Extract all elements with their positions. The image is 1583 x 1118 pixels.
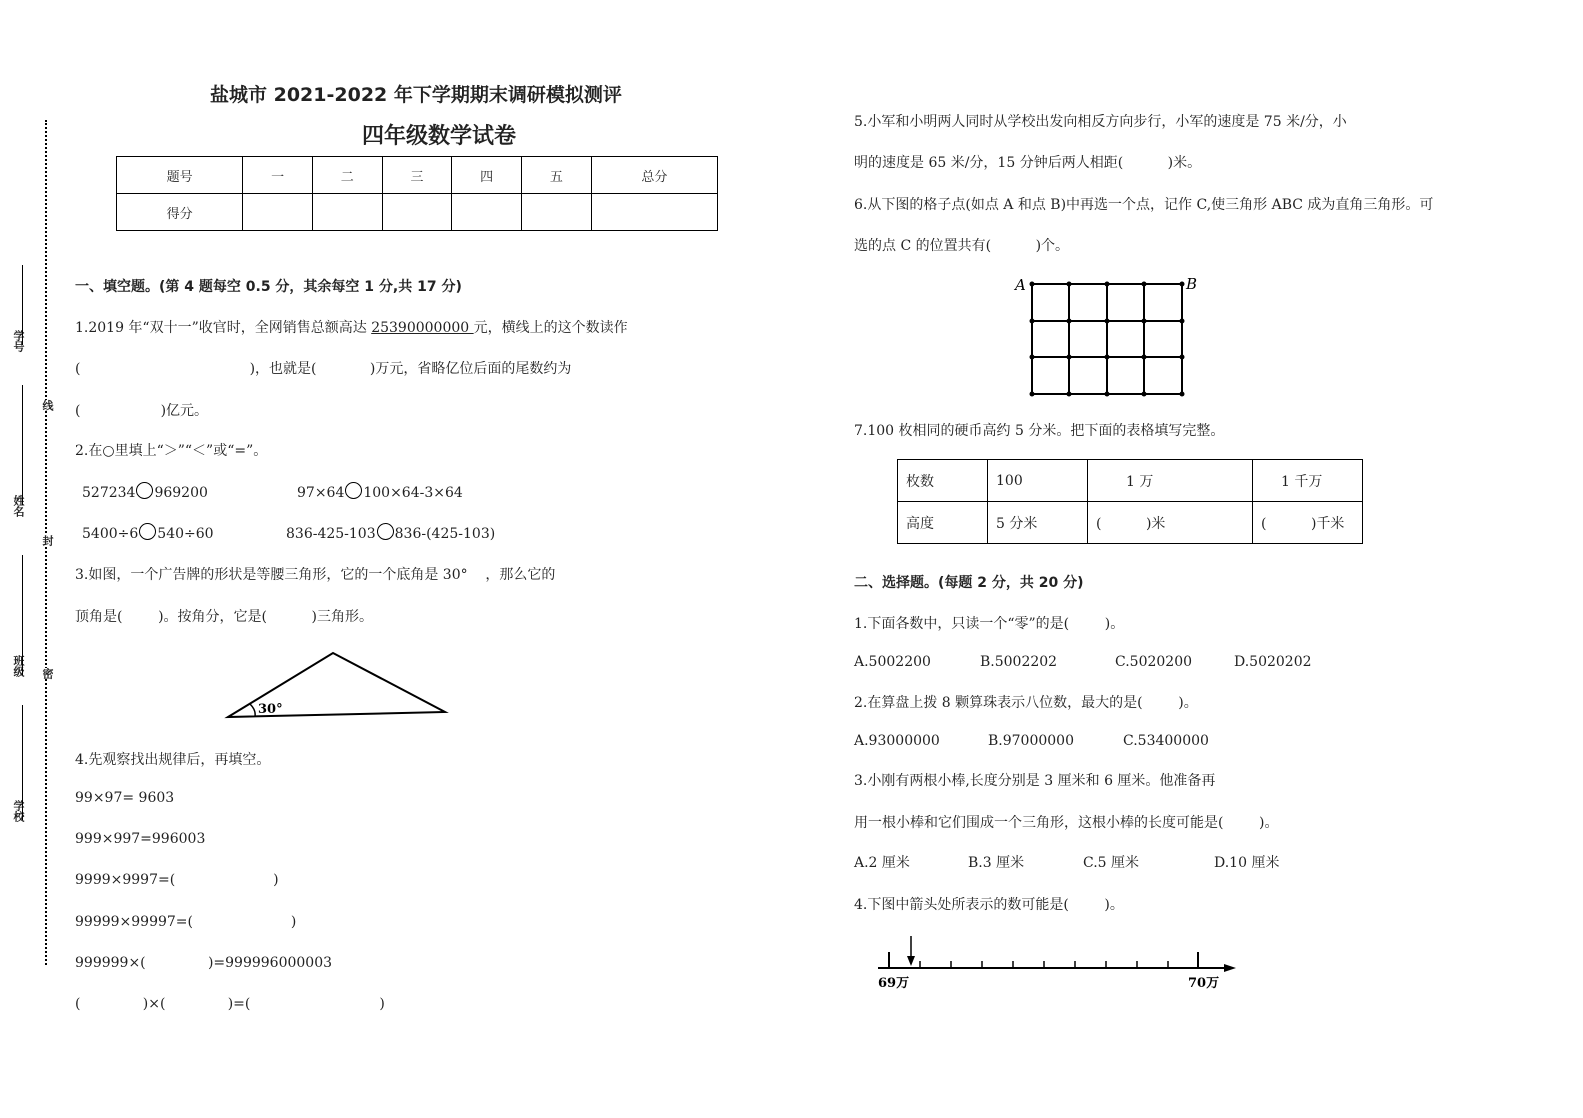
q2b-left: 97×64 xyxy=(297,485,345,501)
q1-number: 25390000000 xyxy=(371,320,474,336)
section-2-heading: 二、选择题。(每题 2 分，共 20 分) xyxy=(854,575,1084,591)
c2-option-a[interactable]: A.93000000 xyxy=(854,733,940,749)
q2-compare-a xyxy=(82,482,208,501)
coin-cell: 高度 xyxy=(898,502,988,544)
c3-option-c[interactable]: C.5 厘米 xyxy=(1083,855,1140,871)
q4-line-d: 99999×99997=( ) xyxy=(75,914,297,930)
student-id-line xyxy=(22,265,23,345)
c1-option-c[interactable]: C.5020200 xyxy=(1115,654,1193,670)
number-line-right-label: 70万 xyxy=(1188,976,1220,991)
school-label: 学校 xyxy=(12,800,25,822)
q1-line3: ( )亿元。 xyxy=(75,403,209,419)
coin-table xyxy=(897,459,1363,544)
score-table xyxy=(116,156,718,231)
coin-cell: 100 xyxy=(988,460,1088,502)
score-header-cell: 四 xyxy=(452,157,522,194)
c1-option-d[interactable]: D.5020202 xyxy=(1234,654,1312,670)
q4-line-f: ( )×( )=( ) xyxy=(75,996,385,1012)
score-input-cell[interactable] xyxy=(522,194,592,231)
pointer-arrowhead xyxy=(907,956,915,966)
score-header-cell: 二 xyxy=(312,157,382,194)
q5-line1: 5.小军和小明两人同时从学校出发向相反方向步行，小军的速度是 75 米/分，小 xyxy=(854,114,1347,130)
c1-option-a[interactable]: A.5002200 xyxy=(854,654,931,670)
c2-text: 2.在算盘上拨 8 颗算珠表示八位数，最大的是( )。 xyxy=(854,695,1198,711)
score-input-cell[interactable] xyxy=(382,194,452,231)
point-a-label: A xyxy=(1015,276,1026,294)
q6-line1: 6.从下图的格子点(如点 A 和点 B)中再选一个点，记作 C,使三角形 ABC 成为直角三角形。可 xyxy=(854,197,1434,213)
c3-option-b[interactable]: B.3 厘米 xyxy=(968,855,1025,871)
c4-text: 4.下图中箭头处所表示的数可能是( )。 xyxy=(854,897,1124,913)
q1-line1 xyxy=(75,317,628,337)
q2b-right: 100×64-3×64 xyxy=(363,485,463,501)
section-1-heading: 一、填空题。(第 4 题每空 0.5 分，其余每空 1 分,共 17 分) xyxy=(75,279,462,295)
name-line xyxy=(22,385,23,505)
q3-line1: 3.如图，一个广告牌的形状是等腰三角形，它的一个底角是 30° ，那么它的 xyxy=(75,567,556,583)
compare-circle[interactable] xyxy=(345,482,362,499)
score-header-cell: 三 xyxy=(382,157,452,194)
grid-lines xyxy=(1032,284,1182,394)
c1-text: 1.下面各数中，只读一个“零”的是( )。 xyxy=(854,616,1125,632)
q1-line2: ( )，也就是( )万元，省略亿位后面的尾数约为 xyxy=(75,361,572,377)
q2-compare-b xyxy=(297,482,463,501)
point-b-label: B xyxy=(1186,275,1198,293)
score-input-cell[interactable] xyxy=(312,194,382,231)
score-input-cell[interactable] xyxy=(243,194,313,231)
q2d-right: 836-(425-103) xyxy=(394,526,496,542)
q7-text: 7.100 枚相同的硬币高约 5 分米。把下面的表格填写完整。 xyxy=(854,423,1225,439)
angle-label: 30° xyxy=(258,702,283,717)
q4-line-c: 9999×9997=( ) xyxy=(75,872,279,888)
c3-option-a[interactable]: A.2 厘米 xyxy=(854,855,910,871)
q2c-left: 5400÷6 xyxy=(82,526,139,542)
score-input-cell[interactable] xyxy=(591,194,717,231)
q4-text: 4.先观察找出规律后，再填空。 xyxy=(75,752,271,768)
coin-cell: 1 万 xyxy=(1088,460,1253,502)
q2a-right: 969200 xyxy=(154,485,208,501)
compare-circle[interactable] xyxy=(377,523,394,540)
q1-text-pre: 1.2019 年“双十一”收官时，全网销售总额高达 xyxy=(75,320,372,336)
score-header-cell: 五 xyxy=(522,157,592,194)
score-header-cell: 题号 xyxy=(117,157,243,194)
coin-cell: 枚数 xyxy=(898,460,988,502)
triangle-figure xyxy=(220,645,455,725)
score-input-cell[interactable] xyxy=(452,194,522,231)
q2a-left: 527234 xyxy=(82,485,136,501)
number-line-arrowhead xyxy=(1224,964,1236,972)
score-row-label: 得分 xyxy=(117,194,243,231)
seal-seal-char: 封 xyxy=(41,535,54,546)
number-line-left-label: 69万 xyxy=(878,976,910,991)
score-header-cell: 总分 xyxy=(591,157,717,194)
school-line xyxy=(22,705,23,820)
score-header-cell: 一 xyxy=(243,157,313,194)
q5-line2: 明的速度是 65 米/分，15 分钟后两人相距( )米。 xyxy=(854,155,1202,171)
c2-option-b[interactable]: B.97000000 xyxy=(988,733,1074,749)
name-label: 姓名 xyxy=(12,495,25,517)
seal-secret-char: 密 xyxy=(41,668,54,679)
c3-line1: 3.小刚有两根小棒,长度分别是 3 厘米和 6 厘米。他准备再 xyxy=(854,773,1216,789)
coin-answer-cell[interactable]: ( )千米 xyxy=(1253,502,1363,544)
q6-line2: 选的点 C 的位置共有( )个。 xyxy=(854,238,1070,254)
coin-cell: 1 千万 xyxy=(1253,460,1363,502)
c2-option-c[interactable]: C.53400000 xyxy=(1123,733,1209,749)
compare-circle[interactable] xyxy=(139,523,156,540)
q2d-left: 836-425-103 xyxy=(286,526,376,542)
coin-answer-cell[interactable]: ( )米 xyxy=(1088,502,1253,544)
coin-cell: 5 分米 xyxy=(988,502,1088,544)
q2-text: 2.在○里填上“＞”“＜”或“=”。 xyxy=(75,443,268,459)
grid-figure xyxy=(1010,270,1205,400)
angle-arc xyxy=(250,704,255,716)
class-label: 班级 xyxy=(12,655,25,677)
compare-circle[interactable] xyxy=(136,482,153,499)
q4-line-b: 999×997=996003 xyxy=(75,831,206,847)
q2c-right: 540÷60 xyxy=(157,526,214,542)
tick-minor-group xyxy=(920,961,1168,968)
q3-line2: 顶角是( )。按角分，它是( )三角形。 xyxy=(75,609,373,625)
q2-compare-d xyxy=(286,523,495,542)
q1-text-post: 元，横线上的这个数读作 xyxy=(473,320,628,336)
q4-line-e: 999999×( )=999996000003 xyxy=(75,955,333,971)
exam-title: 盐城市 2021-2022 年下学期期末调研模拟测评 xyxy=(210,84,622,106)
c3-option-d[interactable]: D.10 厘米 xyxy=(1214,855,1280,871)
seal-line-char: 线 xyxy=(41,400,54,411)
number-line-figure xyxy=(870,932,1245,994)
exam-subtitle: 四年级数学试卷 xyxy=(362,124,517,149)
q2-compare-c xyxy=(82,523,214,542)
student-id-label: 学号 xyxy=(12,330,25,352)
c3-line2: 用一根小棒和它们围成一个三角形，这根小棒的长度可能是( )。 xyxy=(854,815,1279,831)
class-line xyxy=(22,555,23,675)
q4-line-a: 99×97= 9603 xyxy=(75,790,175,806)
c1-option-b[interactable]: B.5002202 xyxy=(980,654,1058,670)
